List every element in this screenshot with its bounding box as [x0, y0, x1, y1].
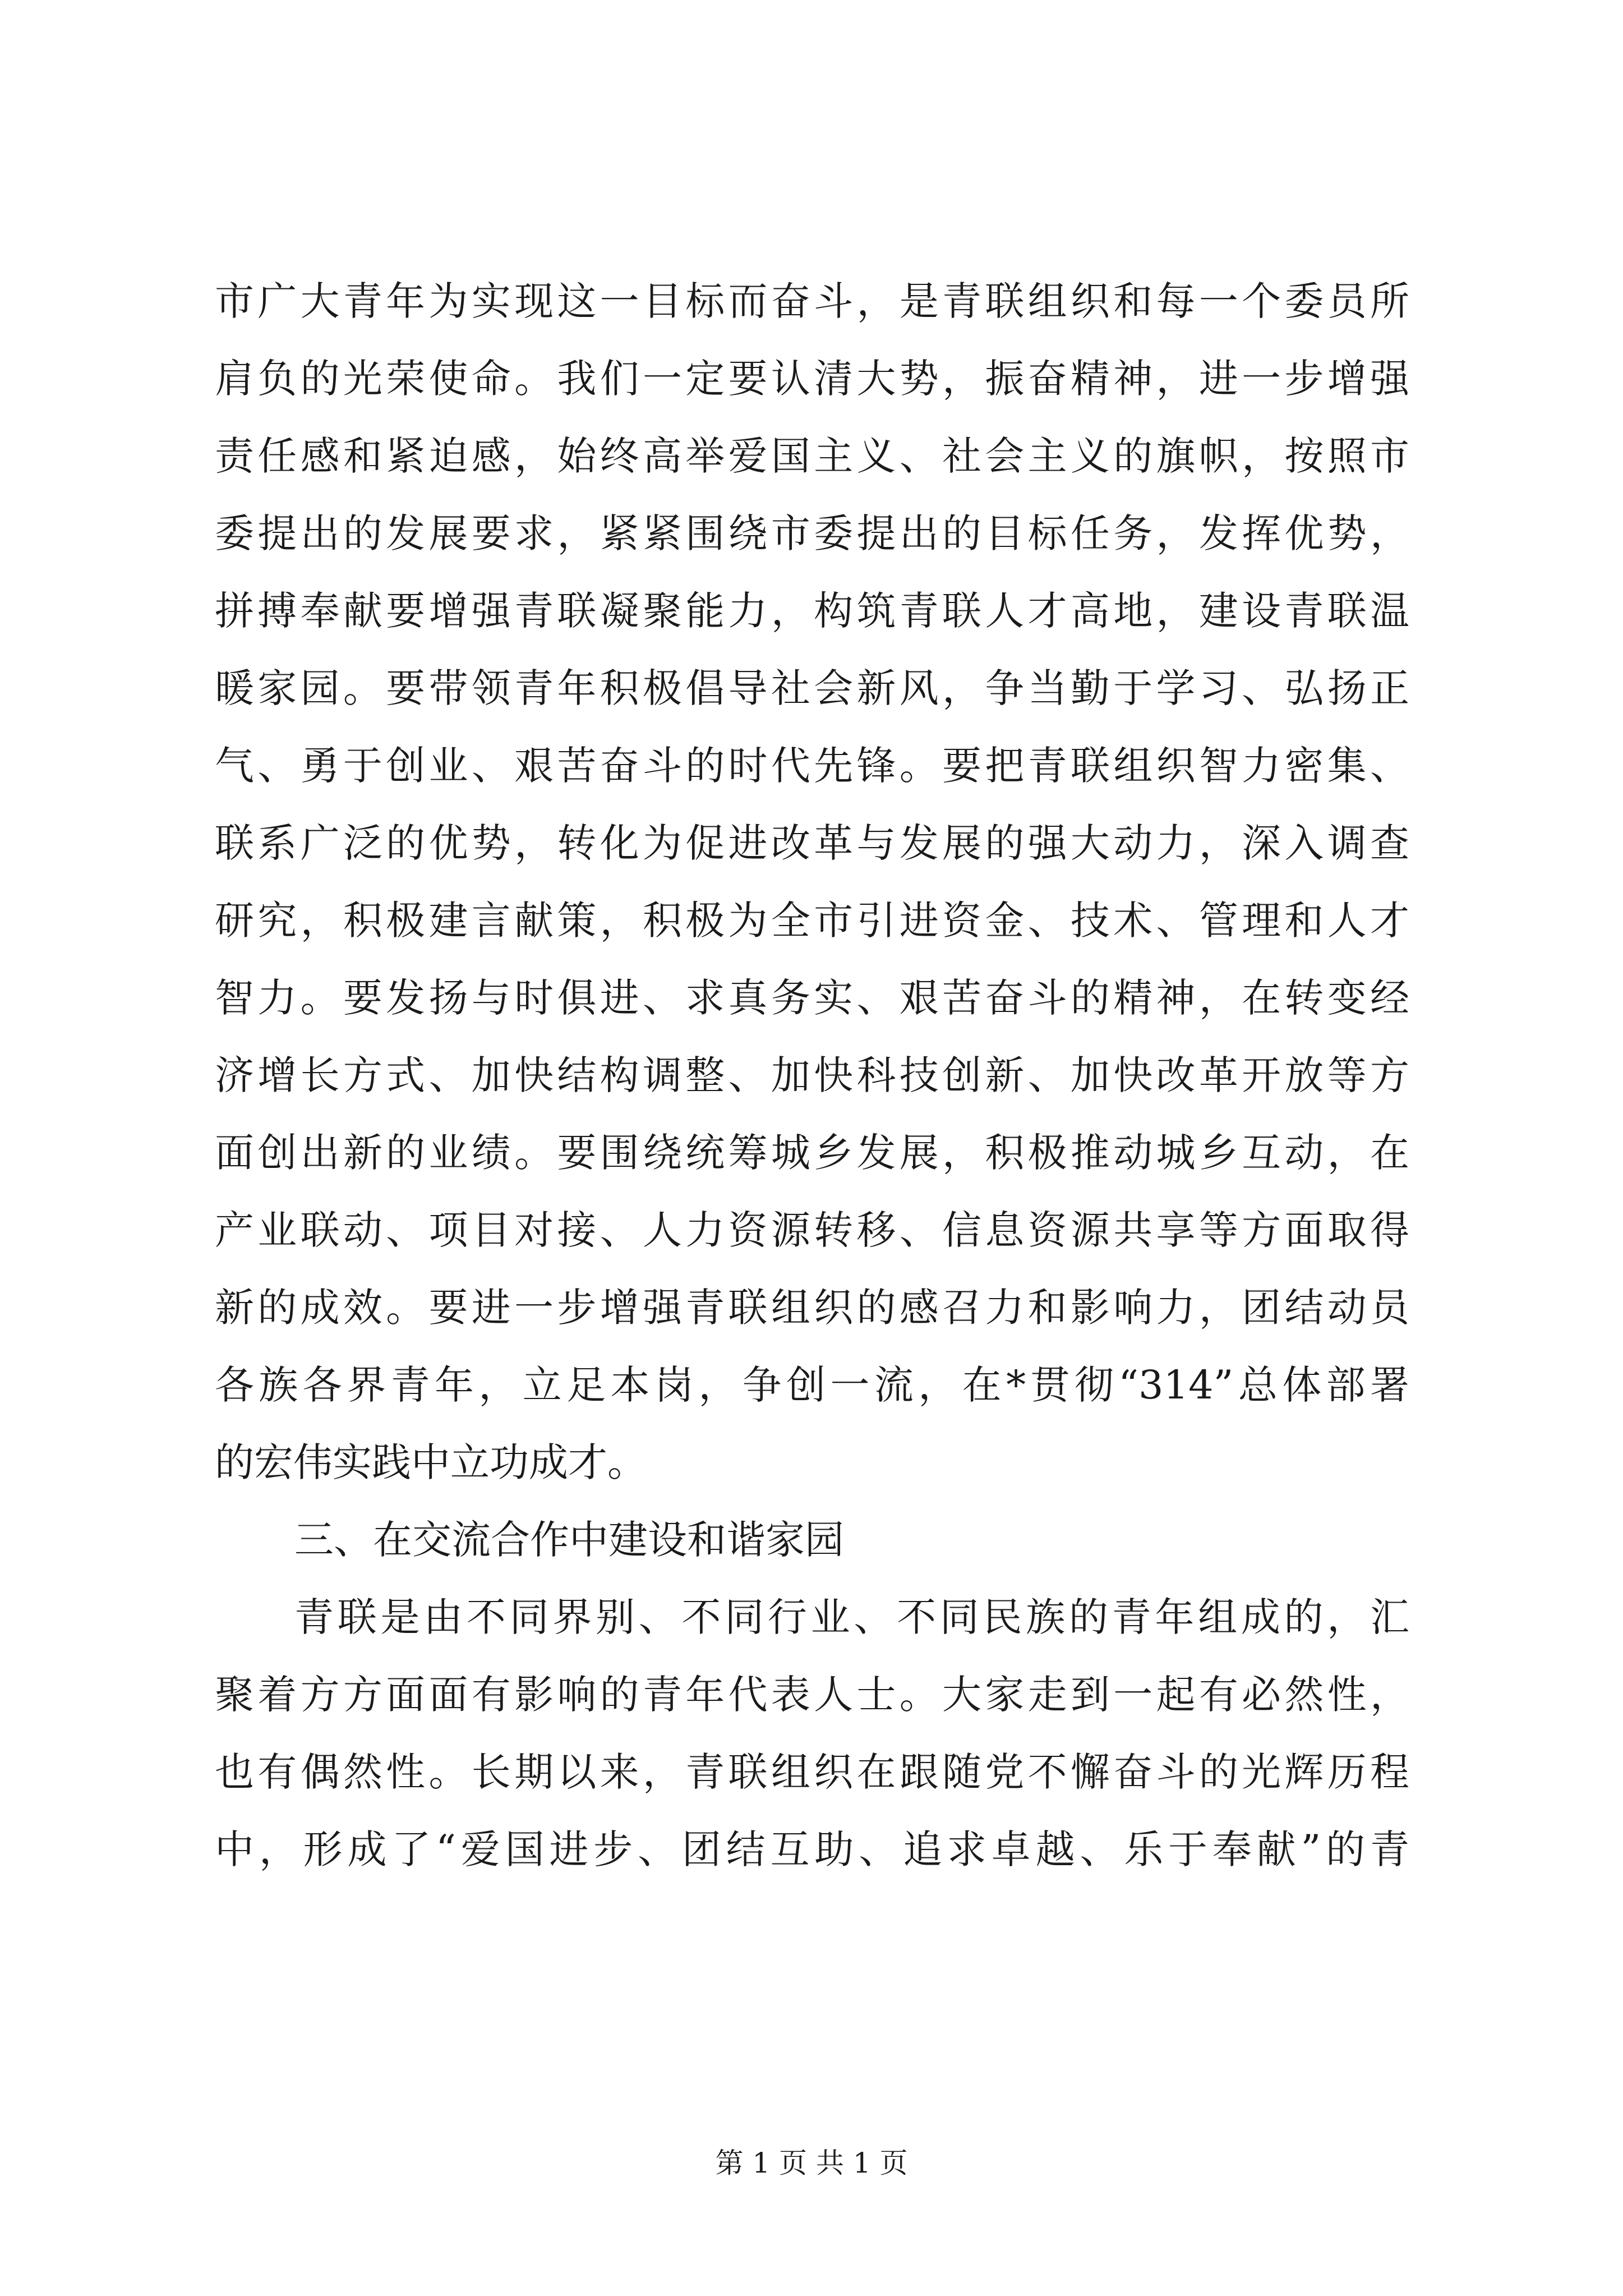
text-line-paragraph-end: 的宏伟实践中立功成才。	[215, 1439, 647, 1485]
text-line: 智力。要发扬与时俱进、求真务实、艰苦奋斗的精神，在转变经	[215, 975, 1409, 1021]
text-line: 责任感和紧迫感，始终高举爱国主义、社会主义的旗帜，按照市	[215, 433, 1409, 479]
section-heading: 三、在交流合作中建设和谐家园	[294, 1517, 844, 1563]
text-line: 产业联动、项目对接、人力资源转移、信息资源共享等方面取得	[215, 1207, 1409, 1253]
text-line: 委提出的发展要求，紧紧围绕市委提出的目标任务，发挥优势，	[215, 510, 1409, 556]
text-line: 中，形成了“爱国进步、团结互助、追求卓越、乐于奉献”的青	[215, 1826, 1409, 1872]
text-line: 研究，积极建言献策，积极为全市引进资金、技术、管理和人才	[215, 898, 1409, 944]
text-line: 各族各界青年，立足本岗，争创一流，在*贯彻“314”总体部署	[215, 1362, 1409, 1408]
text-line: 新的成效。要进一步增强青联组织的感召力和影响力，团结动员	[215, 1285, 1409, 1331]
document-body	[215, 263, 1409, 1888]
text-line: 气、勇于创业、艰苦奋斗的时代先锋。要把青联组织智力密集、	[215, 743, 1409, 789]
text-line: 济增长方式、加快结构调整、加快科技创新、加快改革开放等方	[215, 1052, 1409, 1098]
text-line: 暖家园。要带领青年积极倡导社会新风，争当勤于学习、弘扬正	[215, 665, 1409, 711]
text-line: 肩负的光荣使命。我们一定要认清大势，振奋精神，进一步增强	[215, 356, 1409, 402]
text-line-paragraph-start: 青联是由不同界别、不同行业、不同民族的青年组成的，汇	[294, 1594, 1409, 1640]
text-line: 面创出新的业绩。要围绕统筹城乡发展，积极推动城乡互动，在	[215, 1130, 1409, 1176]
text-line: 聚着方方面面有影响的青年代表人士。大家走到一起有必然性，	[215, 1672, 1409, 1718]
text-line: 联系广泛的优势，转化为促进改革与发展的强大动力，深入调查	[215, 820, 1409, 866]
text-line: 也有偶然性。长期以来，青联组织在跟随党不懈奋斗的光辉历程	[215, 1749, 1409, 1795]
page-footer: 第 1 页 共 1 页	[715, 2147, 908, 2179]
text-line: 市广大青年为实现这一目标而奋斗，是青联组织和每一个委员所	[215, 278, 1409, 324]
text-line: 拼搏奉献要增强青联凝聚能力，构筑青联人才高地，建设青联温	[215, 588, 1409, 634]
